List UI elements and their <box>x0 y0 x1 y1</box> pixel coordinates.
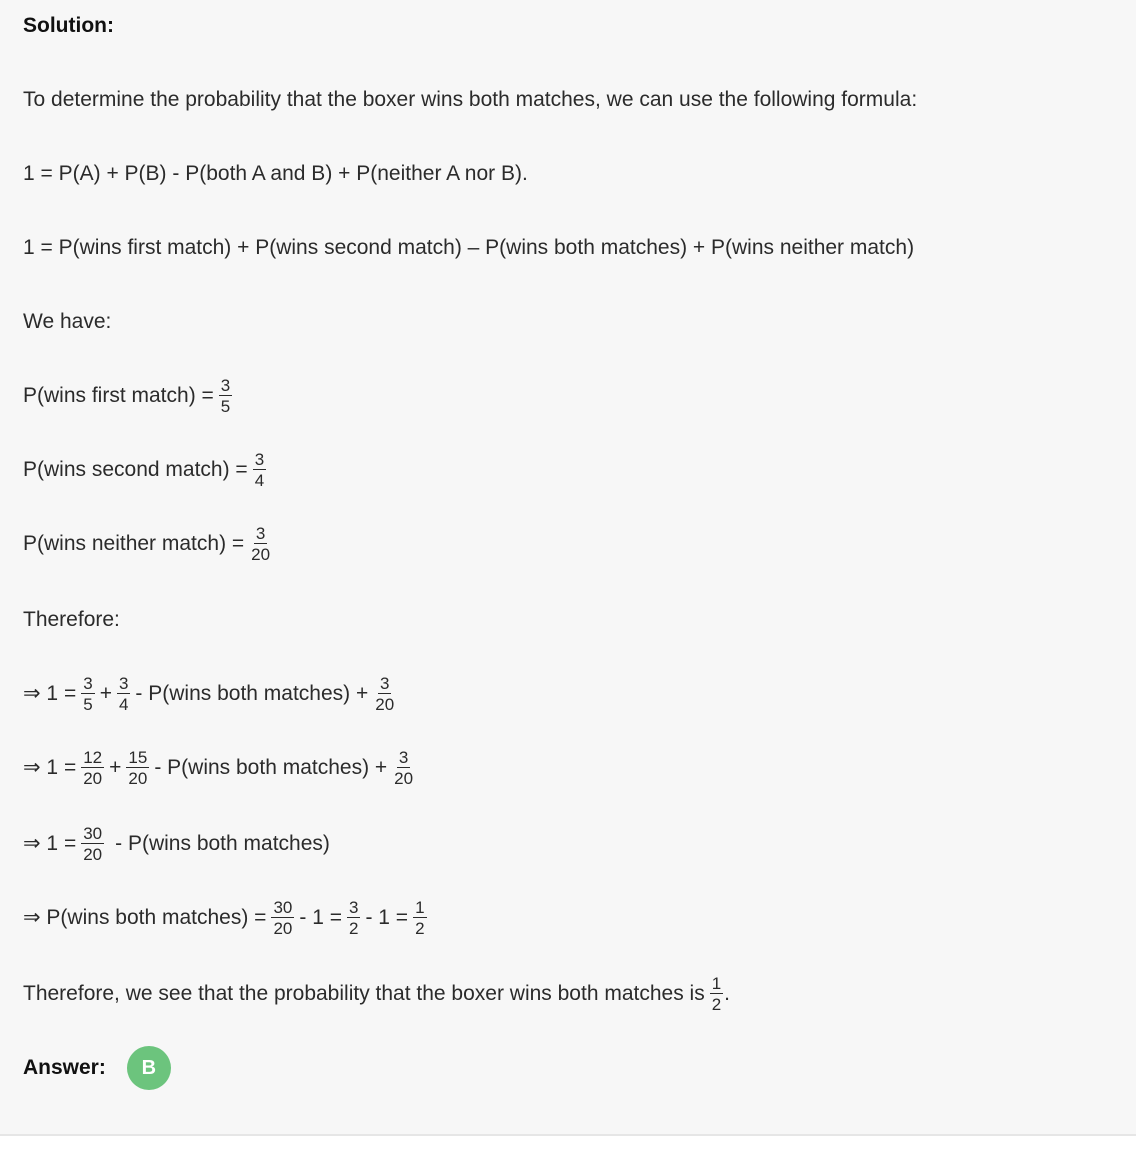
fraction <box>126 749 149 787</box>
numerator: 3 <box>254 450 265 469</box>
numerator: 3 <box>220 376 231 395</box>
fraction <box>710 975 723 1013</box>
intro-text: To determine the probability that the boxer wins both matches, we can use the following formula: <box>23 88 918 111</box>
numerator: 3 <box>83 674 93 693</box>
numerator: 3 <box>379 674 390 693</box>
denominator: 4 <box>254 471 265 490</box>
denominator: 4 <box>118 695 129 714</box>
conclusion-text: Therefore, we see that the probability that the boxer wins both matches is <box>23 982 705 1005</box>
fraction <box>81 825 104 863</box>
answer-badge: B <box>127 1046 171 1090</box>
numerator: 12 <box>83 748 103 767</box>
fraction <box>271 899 294 937</box>
given-neither-match <box>23 524 277 564</box>
we-have-label: We have: <box>23 310 112 333</box>
numerator: 3 <box>348 898 359 917</box>
numerator: 30 <box>83 824 103 843</box>
denominator: 5 <box>83 695 93 714</box>
fraction <box>347 899 360 937</box>
plus-sign: + <box>99 682 112 705</box>
conclusion-end: . <box>724 982 731 1005</box>
step-mid: - 1 = <box>299 906 342 929</box>
general-formula: 1 = P(A) + P(B) - P(both A and B) + P(neither A nor B). <box>23 162 528 185</box>
step-3 <box>23 824 330 864</box>
step-4 <box>23 898 432 938</box>
numerator: 1 <box>415 898 425 917</box>
numerator: 3 <box>398 748 409 767</box>
denominator: 20 <box>375 695 395 714</box>
fraction <box>81 675 94 713</box>
fraction <box>249 525 272 563</box>
fraction <box>117 675 130 713</box>
fraction <box>81 749 104 787</box>
answer-row <box>23 1046 171 1090</box>
given-second-label: P(wins second match) = <box>23 458 248 481</box>
fraction <box>219 377 232 415</box>
numerator: 3 <box>118 674 129 693</box>
denominator: 20 <box>83 769 103 788</box>
numerator: 3 <box>255 524 266 543</box>
solution-heading: Solution: <box>23 14 114 37</box>
fraction <box>413 899 426 937</box>
denominator: 2 <box>415 919 425 938</box>
fraction <box>392 749 415 787</box>
numerator: 30 <box>273 898 293 917</box>
denominator: 2 <box>348 919 359 938</box>
therefore-label: Therefore: <box>23 608 120 631</box>
given-first-label: P(wins first match) = <box>23 384 214 407</box>
denominator: 20 <box>273 919 293 938</box>
step-prefix: ⇒ 1 = <box>23 682 77 705</box>
fraction <box>373 675 396 713</box>
given-first-match <box>23 376 237 416</box>
conclusion <box>23 974 730 1014</box>
denominator: 20 <box>251 545 271 564</box>
denominator: 20 <box>128 769 148 788</box>
given-neither-label: P(wins neither match) = <box>23 532 245 555</box>
numerator: 15 <box>128 748 148 767</box>
step-prefix: ⇒ 1 = <box>23 756 77 779</box>
plus-sign: + <box>109 756 122 779</box>
step-prefix: ⇒ P(wins both matches) = <box>23 906 267 929</box>
numerator: 1 <box>711 974 722 993</box>
step-middle: - P(wins both matches) + <box>135 682 369 705</box>
answer-label: Answer: <box>23 1056 106 1079</box>
given-second-match <box>23 450 271 490</box>
denominator: 5 <box>220 397 231 416</box>
denominator: 20 <box>83 845 103 864</box>
fraction <box>253 451 266 489</box>
denominator: 2 <box>711 995 722 1014</box>
step-prefix: ⇒ 1 = <box>23 832 77 855</box>
specific-formula: 1 = P(wins first match) + P(wins second match) – P(wins both matches) + P(wins neither match) <box>23 236 915 259</box>
step-suffix: - P(wins both matches) <box>115 832 330 855</box>
step-mid: - 1 = <box>365 906 409 929</box>
denominator: 20 <box>394 769 414 788</box>
step-middle: - P(wins both matches) + <box>154 756 388 779</box>
step-1 <box>23 674 401 714</box>
step-2 <box>23 748 420 788</box>
